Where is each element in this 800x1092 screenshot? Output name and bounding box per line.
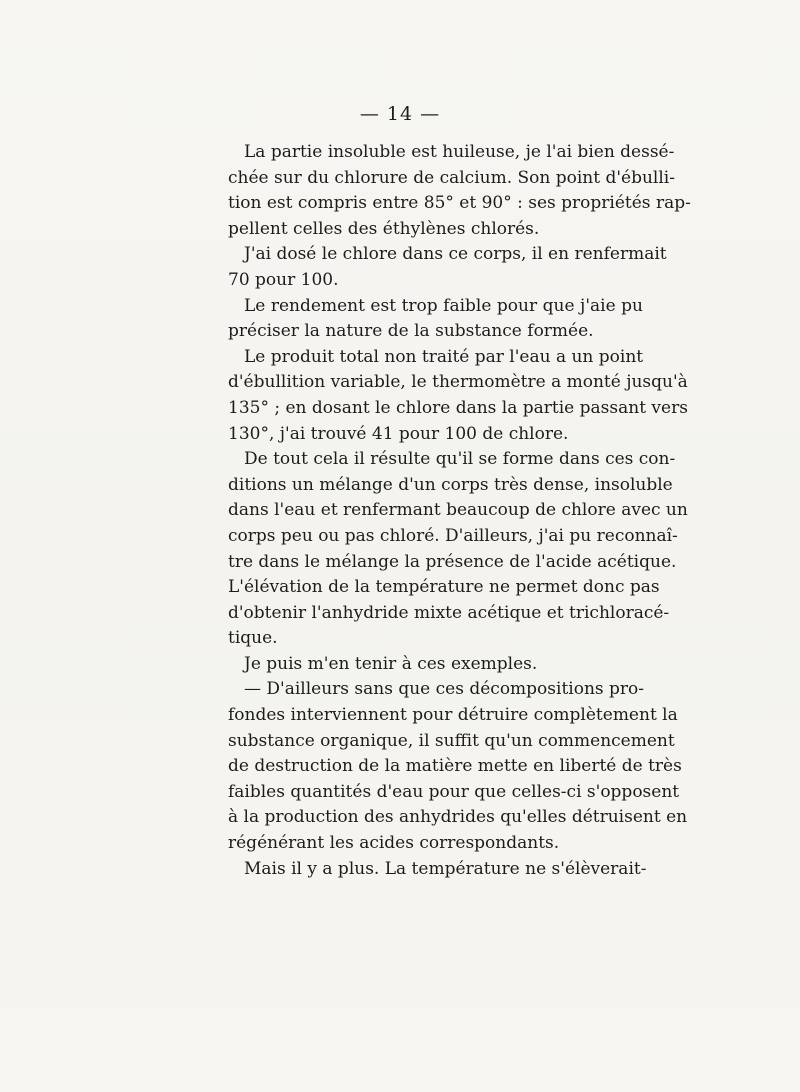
page-number: — 14 —	[359, 103, 441, 125]
text-line: pellent celles des éthylènes chlorés.	[228, 218, 540, 239]
text-line: d'obtenir l'anhydride mixte acétique et trichloracé-	[228, 602, 670, 623]
text-line: 135° ; en dosant le chlore dans la partie passant vers	[228, 397, 688, 418]
text-line: — D'ailleurs sans que ces décompositions pro-	[244, 679, 645, 700]
text-line: tique.	[228, 628, 278, 649]
text-line: substance organique, il suffit qu'un commencement	[228, 730, 675, 751]
text-line: ditions un mélange d'un corps très dense, insoluble	[228, 474, 673, 495]
text-line: chée sur du chlorure de calcium. Son point d'ébulli-	[228, 167, 675, 188]
text-line: L'élévation de la température ne permet donc pas	[228, 577, 660, 598]
text-line: Le produit total non traité par l'eau a un point	[244, 346, 644, 367]
text-line: préciser la nature de la substance formée.	[228, 321, 594, 342]
text-line: 70 pour 100.	[228, 269, 339, 290]
text-line: De tout cela il résulte qu'il se forme dans ces con-	[244, 449, 676, 470]
text-line: tion est compris entre 85° et 90° : ses propriétés rap-	[228, 193, 691, 214]
text-line: Je puis m'en tenir à ces exemples.	[244, 653, 538, 674]
text-line: d'ébullition variable, le thermomètre a monté jusqu'à	[228, 372, 688, 393]
text-line: faibles quantités d'eau pour que celles-ci s'opposent	[228, 781, 680, 802]
text-line: J'ai dosé le chlore dans ce corps, il en renfermait	[244, 244, 667, 265]
body-text	[228, 140, 691, 882]
text-line: 130°, j'ai trouvé 41 pour 100 de chlore.	[228, 423, 569, 444]
text-line: régénérant les acides correspondants.	[228, 833, 560, 854]
text-line: fondes interviennent pour détruire complètement la	[228, 705, 678, 726]
text-line: corps peu ou pas chloré. D'ailleurs, j'ai pu reconnaî-	[228, 525, 678, 546]
text-line: de destruction de la matière mette en liberté de très	[228, 756, 682, 777]
text-line: dans l'eau et renfermant beaucoup de chlore avec un	[228, 500, 688, 521]
text-line: Mais il y a plus. La température ne s'élèverait-	[244, 858, 647, 879]
text-line: tre dans le mélange la présence de l'acide acétique.	[228, 551, 677, 572]
text-line: Le rendement est trop faible pour que j'aie pu	[244, 295, 643, 316]
text-line: à la production des anhydrides qu'elles détruisent en	[228, 807, 688, 828]
text-line: La partie insoluble est huileuse, je l'ai bien dessé-	[244, 142, 675, 162]
